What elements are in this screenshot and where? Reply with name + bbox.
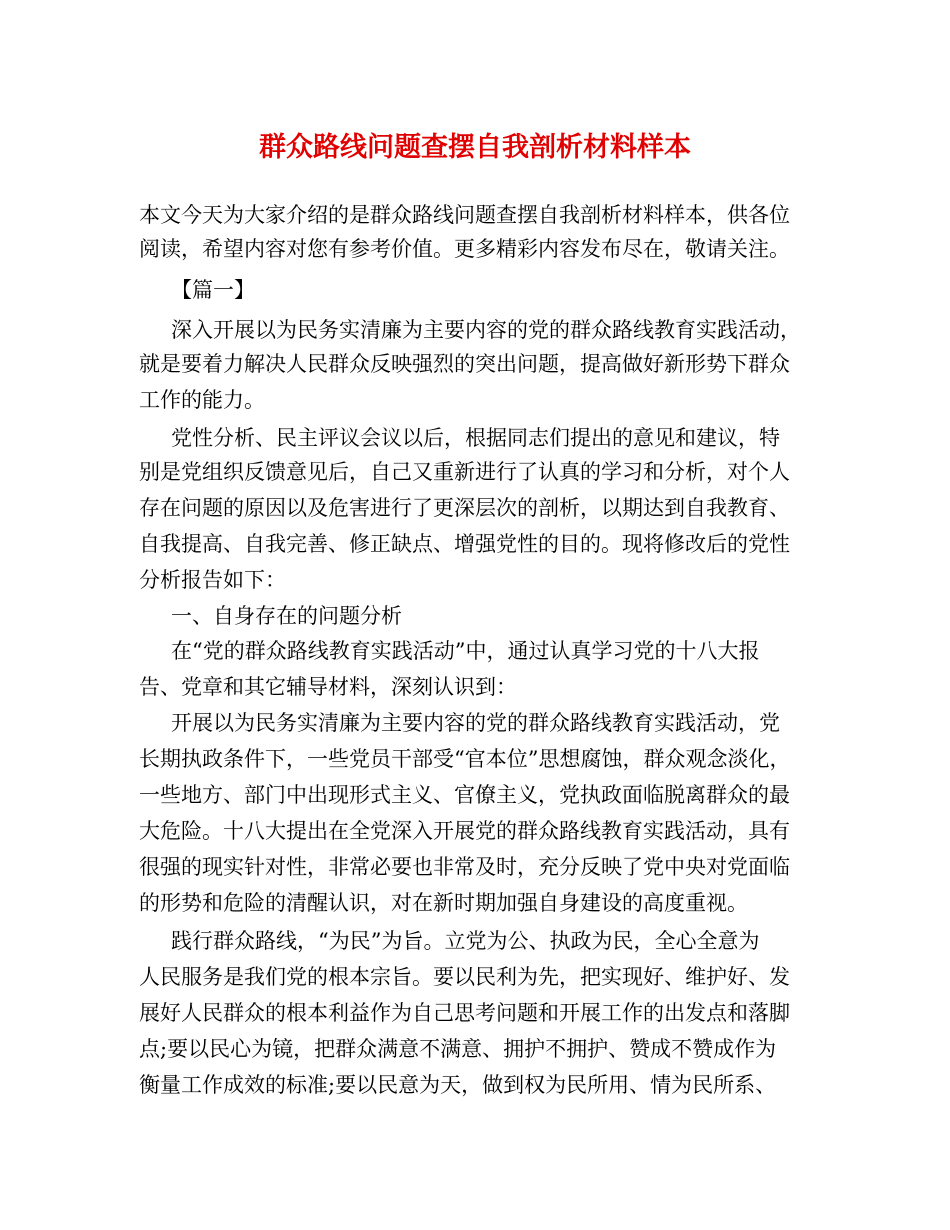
- paragraph-line: 阅读，希望内容对您有参考价值。更多精彩内容发布尽在，敬请关注。: [139, 237, 790, 261]
- paragraph-line: 别是党组织反馈意见后，自己又重新进行了认真的学习和分析，对个人: [139, 460, 790, 484]
- paragraph-line: 的形势和危险的清醒认识，对在新时期加强自身建设的高度重视。: [139, 891, 748, 915]
- paragraph-line: 展好人民群众的根本利益作为自己思考问题和开展工作的出发点和落脚: [139, 1001, 790, 1025]
- paragraph-line: 点;要以民心为镜，把群众满意不满意、拥护不拥护、赞成不赞成作为: [139, 1037, 777, 1061]
- paragraph-line: 衡量工作成效的标准;要以民意为天，做到权为民所用、情为民所系、: [139, 1073, 777, 1097]
- paragraph-line: 长期执政条件下，一些党员干部受“官本位”思想腐蚀，群众观念淡化，: [139, 747, 791, 771]
- section-heading: 【篇一】: [171, 278, 255, 302]
- paragraph-line: 告、党章和其它辅导材料，深刻认识到：: [139, 675, 517, 699]
- paragraph-line: 党性分析、民主评议会议以后，根据同志们提出的意见和建议，特: [171, 426, 780, 450]
- paragraph-line: 在“党的群众路线教育实践活动”中，通过认真学习党的十八大报: [171, 639, 760, 663]
- paragraph-line: 存在问题的原因以及危害进行了更深层次的剖析，以期达到自我教育、: [139, 496, 790, 520]
- paragraph-line: 很强的现实针对性，非常必要也非常及时，充分反映了党中央对党面临: [139, 855, 790, 879]
- paragraph-line: 工作的能力。: [139, 388, 265, 412]
- paragraph-line: 大危险。十八大提出在全党深入开展党的群众路线教育实践活动，具有: [139, 819, 790, 843]
- paragraph-line: 分析报告如下：: [139, 568, 286, 592]
- paragraph-line: 本文今天为大家介绍的是群众路线问题查摆自我剖析材料样本，供各位: [139, 203, 790, 227]
- paragraph-line: 一些地方、部门中出现形式主义、官僚主义，党执政面临脱离群众的最: [139, 783, 790, 807]
- paragraph-line: 践行群众路线，“为民”为旨。立党为公、执政为民，全心全意为: [171, 929, 760, 953]
- paragraph-line: 自我提高、自我完善、修正缺点、增强党性的目的。现将修改后的党性: [139, 532, 790, 556]
- paragraph-line: 人民服务是我们党的根本宗旨。要以民利为先，把实现好、维护好、发: [139, 965, 790, 989]
- paragraph-line: 就是要着力解决人民群众反映强烈的突出问题，提高做好新形势下群众: [139, 352, 790, 376]
- section-heading: 一、自身存在的问题分析: [171, 604, 402, 628]
- document-title: 群众路线问题查摆自我剖析材料样本: [259, 132, 691, 163]
- paragraph-line: 深入开展以为民务实清廉为主要内容的党的群众路线教育实践活动，: [171, 318, 801, 342]
- paragraph-line: 开展以为民务实清廉为主要内容的党的群众路线教育实践活动，党: [171, 711, 780, 735]
